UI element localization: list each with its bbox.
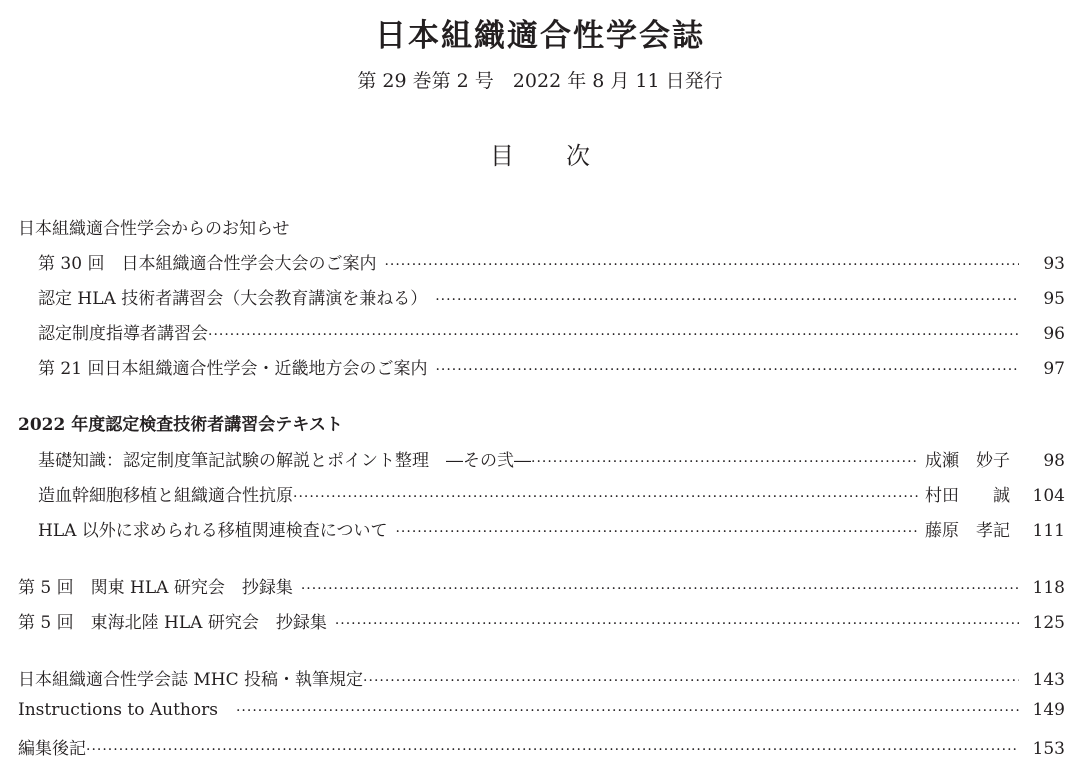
toc-entry[interactable] — [38, 249, 1065, 273]
toc-heading: 目次 — [490, 142, 642, 170]
dot-leader — [293, 489, 919, 505]
dot-leader — [384, 257, 1019, 273]
entry-author: 藤原 孝記 — [925, 521, 1010, 541]
toc-entry[interactable] — [18, 734, 1065, 758]
entry-title: 第 5 回 関東 HLA 研究会 抄録集 — [18, 578, 293, 598]
entry-title: 編集後記 — [18, 739, 86, 759]
entry-title: HLA 以外に求められる移植関連検査について — [38, 521, 388, 541]
dot-leader — [335, 616, 1019, 632]
dot-leader — [531, 454, 919, 470]
entry-page: 149 — [1032, 700, 1065, 720]
dot-leader — [236, 703, 1019, 719]
entry-title: 第 30 回 日本組織適合性学会大会のご案内 — [38, 254, 377, 274]
dot-leader — [301, 581, 1019, 597]
dot-leader — [86, 742, 1019, 758]
dot-leader — [363, 673, 1019, 689]
entry-page: 98 — [1043, 451, 1065, 471]
toc-entry[interactable] — [38, 319, 1065, 343]
entry-page: 93 — [1043, 254, 1065, 274]
entry-title: 基礎知識：認定制度筆記試験の解説とポイント整理 ―その弐― — [38, 451, 531, 471]
entry-page: 96 — [1043, 324, 1065, 344]
toc-entry[interactable] — [38, 354, 1065, 378]
dot-leader — [435, 362, 1019, 378]
journal-title: 日本組織適合性学会誌 — [375, 18, 705, 54]
toc-entry[interactable] — [18, 608, 1065, 632]
toc-entry[interactable] — [18, 700, 1065, 724]
entry-page: 118 — [1032, 578, 1065, 598]
entry-page: 153 — [1032, 739, 1065, 759]
entry-page: 111 — [1032, 521, 1065, 541]
toc-entry[interactable] — [38, 516, 1065, 540]
entry-page: 125 — [1032, 613, 1065, 633]
entry-page: 97 — [1043, 359, 1065, 379]
entry-title: 認定制度指導者講習会 — [38, 324, 208, 344]
entry-page: 104 — [1032, 486, 1065, 506]
entry-title: 第 21 回日本組織適合性学会・近畿地方会のご案内 — [38, 359, 428, 379]
toc-entry[interactable] — [18, 665, 1065, 689]
entry-title: 認定 HLA 技術者講習会（大会教育講演を兼ねる） — [38, 289, 428, 309]
section-heading-announcements: 日本組織適合性学会からのお知らせ — [18, 219, 290, 239]
entry-title: 第 5 回 東海北陸 HLA 研究会 抄録集 — [18, 613, 327, 633]
section-heading-training-text: 2022 年度認定検査技術者講習会テキスト — [18, 415, 343, 435]
entry-page: 143 — [1032, 670, 1065, 690]
dot-leader — [208, 327, 1019, 343]
toc-entry[interactable] — [38, 481, 1065, 505]
entry-page: 95 — [1043, 289, 1065, 309]
entry-author: 村田 誠 — [925, 486, 1010, 506]
entry-author: 成瀬 妙子 — [925, 451, 1010, 471]
toc-entry[interactable] — [38, 284, 1065, 308]
entry-title: 造血幹細胞移植と組織適合性抗原 — [38, 486, 293, 506]
dot-leader — [395, 524, 919, 540]
entry-title: Instructions to Authors — [18, 700, 218, 720]
dot-leader — [435, 292, 1019, 308]
issue-info: 第 29 巻第 2 号 2022 年 8 月 11 日発行 — [357, 70, 723, 92]
toc-entry[interactable] — [38, 446, 1065, 470]
toc-entry[interactable] — [18, 573, 1065, 597]
entry-title: 日本組織適合性学会誌 MHC 投稿・執筆規定 — [18, 670, 364, 690]
